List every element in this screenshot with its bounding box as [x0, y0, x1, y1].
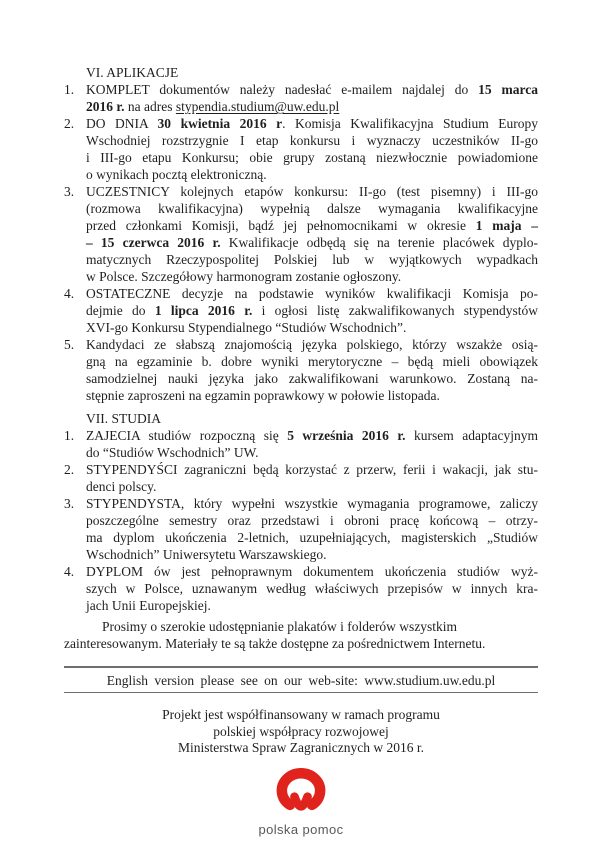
text-line: ma dyplom ukończenia 2-letnich, uzupełniających, magisterskich „Studiów	[86, 530, 538, 545]
text-line: STYPENDYŚCI zagraniczni będą korzystać z przerw, ferii i wakacji, jak stu-	[86, 462, 538, 477]
text-line: STYPENDYSTA, który wypełni wszystkie wymagania programowe, zaliczy	[86, 496, 538, 511]
text-line: Kandydaci ze słabszą znajomością języka polskiego, którzy wszakże osią-	[86, 337, 538, 352]
text-line: i III-go etapu Konkursu; obie grupy zostaną niezwłocznie powiadomione	[86, 150, 538, 165]
item-body	[86, 115, 538, 183]
logo-arch-icon	[282, 773, 320, 805]
text-line: jach Unii Europejskiej.	[86, 598, 211, 613]
text-line: KOMPLET dokumentów należy nadesłać e-mailem najdalej do 15 marca	[86, 82, 538, 97]
funding-note	[64, 707, 538, 757]
horizontal-rule-top	[64, 666, 538, 668]
item-number: 3.	[64, 496, 75, 511]
text-line: (rozmowa kwalifikacyjna) wypełnią dalsze wymagania kwalifikacyjne	[86, 201, 538, 216]
text-line: DYPLOM ów jest pełnoprawnym dokumentem ukończenia studiów wyż-	[86, 564, 538, 579]
text-line: gną na egzaminie b. dobre wyniki merytoryczne – będą mieli obowiązek	[86, 354, 538, 369]
section-list-studia	[64, 427, 538, 614]
text-line: dejmie do 1 lipca 2016 r. i ogłosi listę zakwalifikowanych stypendystów	[86, 303, 538, 318]
text-line: przed członkami Komisji, bądź jej pełnomocnikami w okresie 1 maja –	[86, 218, 539, 233]
item-number: 1.	[64, 428, 75, 443]
text-line: OSTATECZNE decyzje na podstawie wyników kwalifikacji Komisja po-	[86, 286, 538, 301]
funding-line: Projekt jest współfinansowany w ramach programu	[162, 707, 440, 722]
funding-line: polskiej współpracy rozwojowej	[213, 723, 389, 739]
item-body	[86, 495, 538, 563]
item-number: 1.	[64, 82, 75, 97]
text-line: Wschodnich” Uniwersytetu Warszawskiego.	[86, 547, 327, 562]
item-number: 3.	[64, 184, 75, 199]
text-line: Wschodniej rozstrzygnie I etap konkursu i wyznaczy uczestników II-go	[86, 133, 538, 148]
text-line: XVI-go Konkursu Stypendialnego “Studiów Wschodnich”.	[86, 320, 407, 335]
section-heading-aplikacje: VI. APLIKACJE	[86, 65, 179, 80]
item-body	[86, 336, 538, 404]
email-link[interactable]: stypendia.studium@uw.edu.pl	[175, 99, 340, 114]
closing-line: Prosimy o szerokie udostępnianie plakatów i folderów wszystkim	[102, 619, 458, 634]
horizontal-rule-bottom	[64, 692, 538, 693]
logo-caption: polska pomoc	[258, 821, 344, 837]
item-body	[86, 285, 538, 336]
item-number: 4.	[64, 286, 75, 301]
item-body	[86, 81, 538, 115]
text-line: – 15 czerwca 2016 r. Kwalifikacje odbędą się na terenie placówek dyplo-	[86, 235, 538, 250]
list-item	[64, 495, 538, 563]
text-line: stępnie zaproszeni na egzamin poprawkowy w połowie listopada.	[86, 388, 440, 403]
text-line: szych w Polsce, uznawanym według właściwych przepisów w innych kra-	[86, 581, 538, 596]
funding-line: Ministerstwa Spraw Zagranicznych w 2016 r.	[178, 740, 424, 755]
closing-line: zainteresowanym. Materiały te są także dostępne za pośrednictwem Internetu.	[64, 636, 486, 651]
item-number: 2.	[64, 116, 75, 131]
text-line: o wynikach pocztą elektroniczną.	[86, 167, 267, 182]
list-item	[64, 183, 538, 285]
list-item	[64, 563, 538, 614]
section-heading-studia: VII. STUDIA	[86, 411, 161, 426]
list-item	[64, 427, 538, 461]
list-item	[64, 285, 538, 336]
text-line: DO DNIA 30 kwietnia 2016 r. Komisja Kwalifikacyjna Studium Europy	[86, 116, 539, 131]
text-line: poszczególne semestry oraz przedstawi i obroni pracę końcową – otrzy-	[86, 513, 538, 528]
list-item	[64, 461, 538, 495]
text-line: do “Studiów Wschodnich” UW.	[86, 445, 259, 460]
list-item	[64, 81, 538, 115]
text-line: samodzielnej nauki języka jako zakwalifikowani warunkowo. Zostaną na-	[86, 371, 538, 386]
text-line: 2016 r. na adres stypendia.studium@uw.edu.pl	[86, 99, 340, 114]
text-line: UCZESTNICY kolejnych etapów konkursu: II-go (test pisemny) i III-go	[86, 184, 538, 199]
item-number: 5.	[64, 337, 75, 352]
text-line: ZAJECIA studiów rozpoczną się 5 września 2016 r. kursem adaptacyjnym	[86, 428, 538, 443]
item-body	[86, 461, 538, 495]
section-list-aplikacje	[64, 81, 538, 404]
item-body	[86, 183, 538, 285]
text-line: w Polsce. Szczegółowy harmonogram zostanie ogłoszony.	[86, 269, 402, 284]
text-line: matycznych Rzeczypospolitej Polskiej lub w wyjątkowych wypadkach	[86, 252, 538, 267]
logo-smile-icon	[294, 796, 307, 806]
list-item	[64, 115, 538, 183]
english-version-note: English version please see on our web-site: www.studium.uw.edu.pl	[106, 673, 496, 688]
polska-pomoc-logo	[64, 768, 538, 838]
item-number: 4.	[64, 564, 75, 579]
text-line: denci polscy.	[86, 479, 157, 494]
item-body	[86, 427, 538, 461]
item-number: 2.	[64, 462, 75, 477]
item-body	[86, 563, 538, 614]
list-item	[64, 336, 538, 404]
closing-paragraph	[64, 618, 538, 652]
